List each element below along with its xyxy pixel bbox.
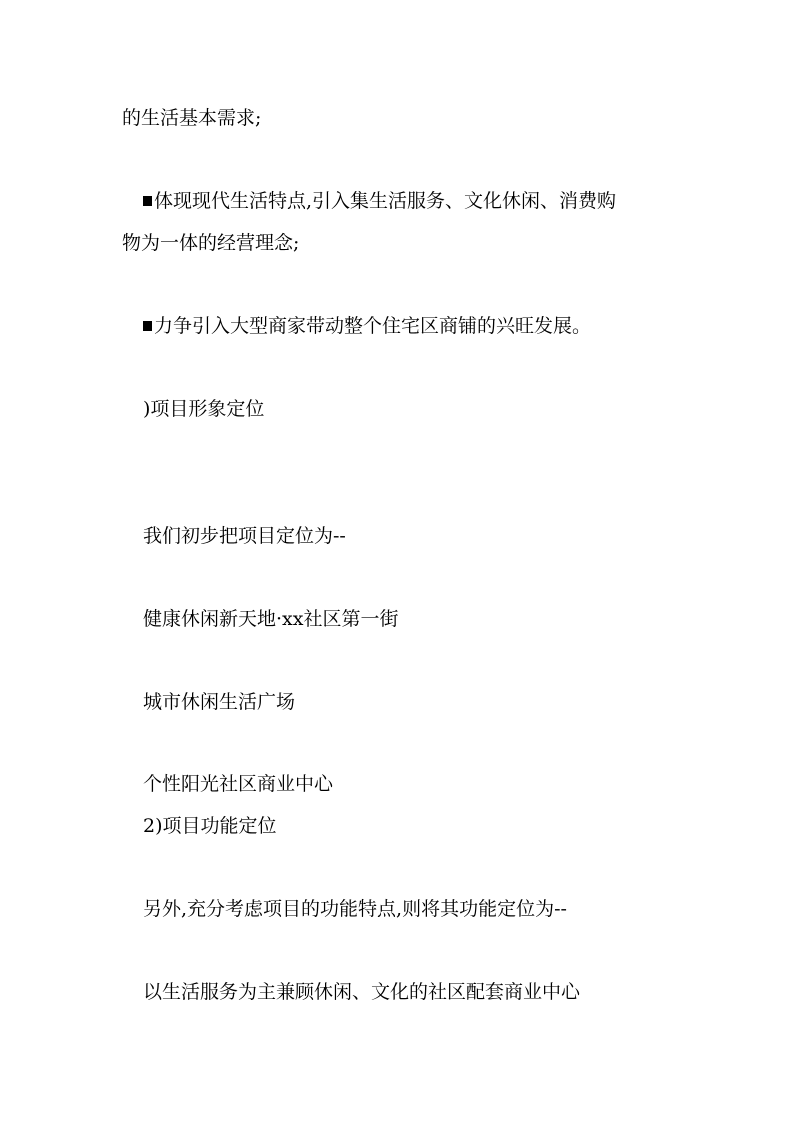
- bullet-item: [143, 308, 591, 344]
- section-heading: 2)项目功能定位: [143, 815, 277, 837]
- paragraph-line: 另外,充分考虑项目的功能特点,则将其功能定位为--: [143, 898, 567, 920]
- paragraph-line: 个性阳光社区商业中心: [143, 773, 334, 795]
- paragraph-line: 健康休闲新天地·xx社区第一街: [143, 608, 399, 630]
- square-bullet-icon: [143, 196, 152, 206]
- paragraph-line: 物为一体的经营理念;: [122, 232, 300, 254]
- paragraph-line: 以生活服务为主兼顾休闲、文化的社区配套商业中心: [143, 981, 581, 1003]
- bullet-text: 力争引入大型商家带动整个住宅区商铺的兴旺发展。: [154, 315, 592, 337]
- paragraph-line: 城市休闲生活广场: [143, 691, 296, 713]
- square-bullet-icon: [143, 321, 152, 331]
- paragraph-line: 我们初步把项目定位为--: [143, 525, 346, 547]
- bullet-item: [143, 183, 616, 219]
- bullet-text: 体现现代生活特点,引入集生活服务、文化休闲、消费购: [154, 190, 617, 212]
- section-heading: )项目形象定位: [143, 398, 265, 420]
- paragraph-line: 的生活基本需求;: [122, 107, 262, 129]
